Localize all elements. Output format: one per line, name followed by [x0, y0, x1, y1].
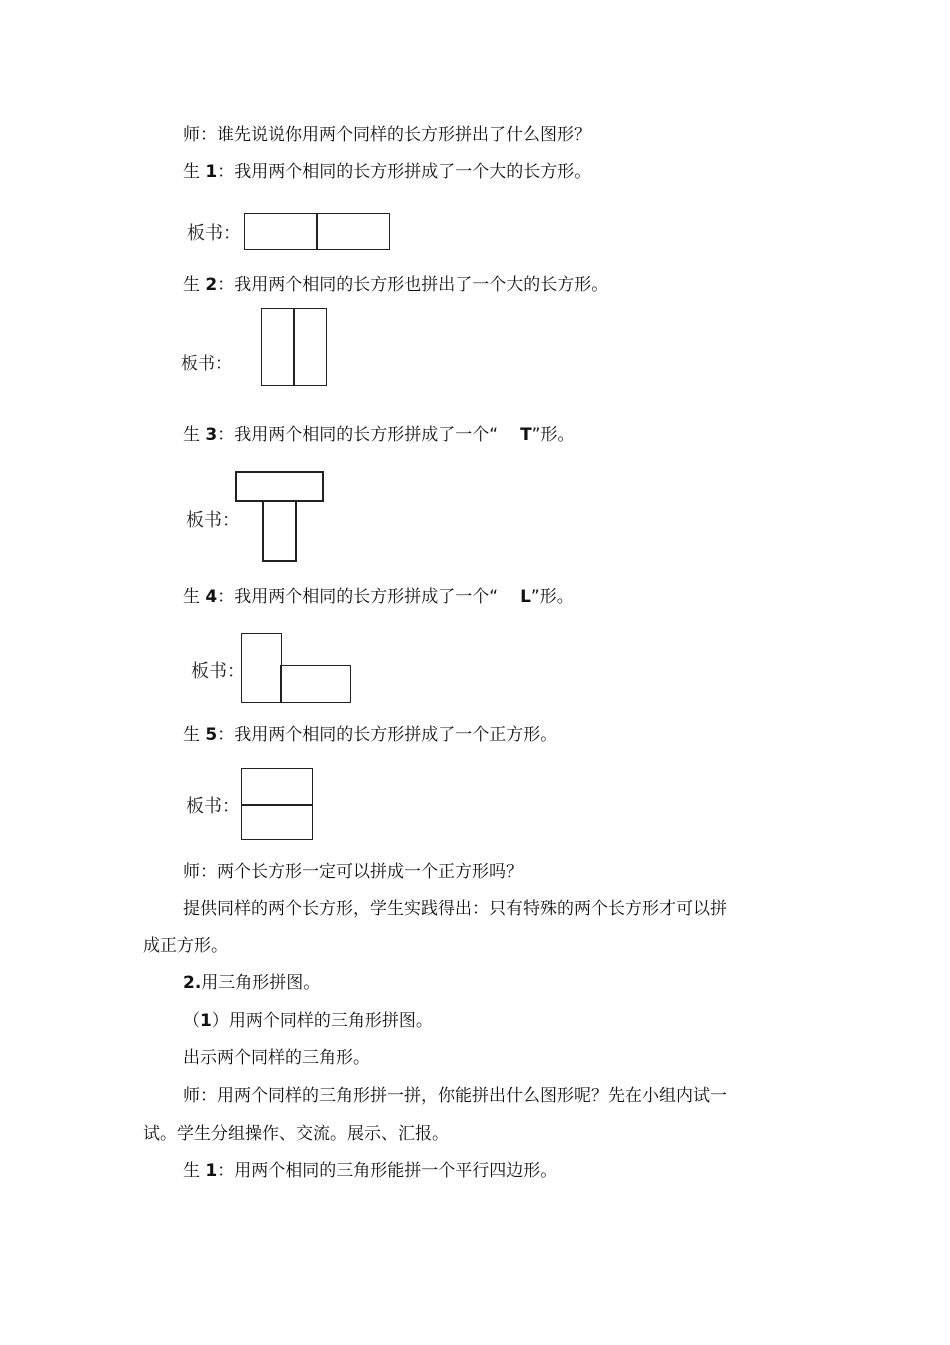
teacher-question-1: 师：谁先说说你用两个同样的长方形拼出了什么图形？ [183, 125, 591, 145]
board-label: 板书： [186, 510, 240, 531]
student-1-answer: 生 1：我用两个相同的长方形拼成了一个大的长方形。 [183, 162, 592, 182]
teacher-question-3a: 师：用两个同样的三角形拼一拼，你能拼出什么图形呢？先在小组内试一 [183, 1086, 727, 1106]
section-heading-2: 2.用三角形拼图。 [183, 973, 321, 993]
board-figure-1 [181, 203, 403, 255]
board-figure-2 [181, 306, 341, 388]
rectangle-vertical [241, 633, 282, 703]
teacher-question-3b: 试。学生分组操作、交流。展示、汇报。 [143, 1124, 449, 1144]
student-triangle-answer: 生 1：用两个相同的三角形能拼一个平行四边形。 [183, 1161, 558, 1181]
paragraph-practice-1: 提供同样的两个长方形，学生实践得出：只有特殊的两个长方形才可以拼 [183, 899, 727, 919]
rectangle-stem [262, 500, 297, 562]
student-4-answer: 生 4：我用两个相同的长方形拼成了一个“ L”形。 [183, 587, 574, 607]
paragraph-practice-2: 成正方形。 [143, 936, 228, 956]
student-3-answer: 生 3：我用两个相同的长方形拼成了一个“ T”形。 [183, 425, 575, 445]
rectangle-bottom [241, 804, 313, 840]
rectangle-top [241, 768, 313, 806]
board-label: 板书： [186, 796, 240, 817]
board-label: 板书： [181, 354, 232, 374]
board-label: 板书： [191, 661, 245, 682]
paragraph-show-triangles: 出示两个同样的三角形。 [183, 1048, 370, 1068]
student-5-answer: 生 5：我用两个相同的长方形拼成了一个正方形。 [183, 725, 558, 745]
teacher-question-2: 师：两个长方形一定可以拼成一个正方形吗？ [183, 862, 523, 882]
board-figure-4 [181, 631, 356, 705]
rectangle-horizontal [280, 665, 351, 703]
rectangle-right [293, 308, 327, 386]
board-label: 板书： [187, 223, 241, 244]
rectangle-right [316, 213, 390, 250]
rectangle-left [244, 213, 318, 250]
rectangle-left [261, 308, 295, 386]
board-figure-5 [181, 763, 319, 843]
rectangle-top [235, 471, 324, 502]
board-figure-3 [181, 465, 331, 567]
subsection-heading-1: （1）用两个同样的三角形拼图。 [183, 1011, 433, 1031]
student-2-answer: 生 2：我用两个相同的长方形也拼出了一个大的长方形。 [183, 275, 609, 295]
